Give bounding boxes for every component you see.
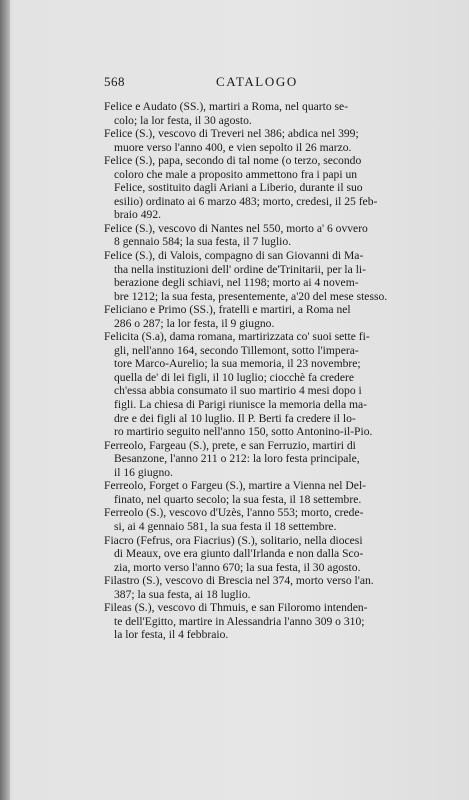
catalog-entry [104, 330, 440, 438]
entry-continuation-line: braio 492. [114, 208, 162, 222]
entry-continuation-line: figli. La chiesa di Parigi riunisce la memoria della ma- [114, 398, 368, 412]
entry-continuation-line: ch'essa abbia consumato il suo martirio 4 mesi dopo i [114, 384, 362, 398]
entry-continuation-line: coloro che male a proposito ammettono fra i papi un [114, 167, 358, 181]
entry-continuation-line: gli, nell'anno 164, secondo Tillemont, sotto l'impera- [114, 343, 359, 357]
entry-continuation-line: di Meaux, ove era giunto dall'Irlanda e non dalla Sco- [114, 547, 364, 561]
catalog-entry [104, 574, 440, 601]
entry-first-line: Ferreolo, Forget o Fargeu (S.), martire a Vienna nel Del- [104, 479, 367, 493]
entry-continuation-line: ro martirio seguito nell'anno 150, sotto Antonino-il-Pio. [114, 425, 373, 439]
entry-first-line: Fiacro (Fefrus, ora Fiacrius) (S.), solitario, nella diocesi [104, 533, 363, 547]
catalog-entry [104, 479, 440, 506]
entry-continuation-line: Besanzone, l'anno 211 o 212: la loro festa principale, [114, 452, 360, 466]
catalog-entry [104, 222, 440, 249]
entry-first-line: Felice e Audato (SS.), martiri a Roma, nel quarto se- [104, 100, 349, 113]
entry-continuation-line: Felice, sostituito dagli Ariani a Liberio, durante il suo [114, 181, 363, 195]
catalog-entry [104, 506, 440, 533]
catalog-entry [104, 601, 440, 642]
entry-first-line: Ferreolo (S.), vescovo d'Uzès, l'anno 553; morto, crede- [104, 506, 364, 520]
entry-continuation-line: te dell'Egitto, martire in Alessandria l'anno 309 o 310; [114, 614, 365, 628]
entry-continuation-line: 387; la sua festa, ai 18 luglio. [114, 587, 251, 601]
entry-first-line: Felicita (S.a), dama romana, martirizzata co' suoi sette fi- [104, 330, 370, 344]
catalog-body [104, 100, 440, 642]
page-number: 568 [104, 74, 125, 89]
entry-continuation-line: tore Marco-Aurelio; la sua memoria, il 23 novembre; [114, 357, 361, 371]
entry-continuation-line: quella de' di lei figli, il 10 luglio; ciocchè fa credere [114, 370, 354, 384]
entry-continuation-line: finato, nel quarto secolo; la sua festa, il 18 settembre. [114, 492, 362, 506]
catalog-entry [104, 249, 440, 303]
book-spine-shadow [0, 0, 10, 800]
catalog-entry [104, 439, 440, 480]
entry-first-line: Felice (S.), vescovo di Nantes nel 550, morto a' 6 ovvero [104, 221, 368, 235]
catalog-entry [104, 534, 440, 575]
entry-continuation-line: tha nella instituzioni dell' ordine de'Trinitarii, per la li- [114, 262, 366, 276]
running-head: CATALOGO [216, 74, 298, 89]
entry-continuation-line: bre 1212; la sua festa, presentemente, a'20 del mese stesso. [114, 289, 388, 303]
catalog-entry [104, 100, 440, 127]
entry-continuation-line: la lor festa, il 4 febbraio. [114, 628, 229, 642]
entry-continuation-line: zia, morto verso l'anno 670; la sua festa, il 30 agosto. [114, 560, 361, 574]
page-header [104, 74, 404, 92]
entry-continuation-line: 286 o 287; la lor festa, il 9 giugno. [114, 316, 275, 330]
entry-continuation-line: esilio) ordinato ai 6 marzo 483; morto, credesi, il 25 feb- [114, 194, 378, 208]
entry-first-line: Felice (S.), di Valois, compagno di san Giovanni di Ma- [104, 249, 364, 263]
entry-first-line: Felice (S.), vescovo di Treveri nel 386; abdica nel 399; [104, 127, 359, 141]
entry-continuation-line: muore verso l'anno 400, e vien sepolto il 26 marzo. [114, 140, 352, 154]
catalog-entry [104, 127, 440, 154]
entry-continuation-line: il 16 giugno. [114, 465, 173, 479]
catalog-entry [104, 303, 440, 330]
entry-continuation-line: si, ai 4 gennaio 581, la sua festa il 18 settembre. [114, 519, 337, 533]
entry-first-line: Felice (S.), papa, secondo di tal nome (o terzo, secondo [104, 154, 362, 168]
entry-first-line: Feliciano e Primo (SS.), fratelli e martiri, a Roma nel [104, 303, 351, 317]
entry-first-line: Filastro (S.), vescovo di Brescia nel 374, morto verso l'an. [104, 574, 374, 588]
entry-first-line: Fileas (S.), vescovo di Thmuis, e san Filoromo intenden- [104, 601, 368, 615]
entry-continuation-line: colo; la lor festa, il 30 agosto. [114, 113, 252, 127]
entry-continuation-line: dre e dei figli al 10 luglio. Il P. Berti fa credere il lo- [114, 411, 356, 425]
catalog-entry [104, 154, 440, 222]
entry-first-line: Ferreolo, Fargeau (S.), prete, e san Ferruzio, martiri di [104, 438, 356, 452]
entry-continuation-line: 8 gennaio 584; la sua festa, il 7 luglio. [114, 235, 292, 249]
entry-continuation-line: berazione degli schiavi, nel 1198; morto ai 4 novem- [114, 276, 359, 290]
